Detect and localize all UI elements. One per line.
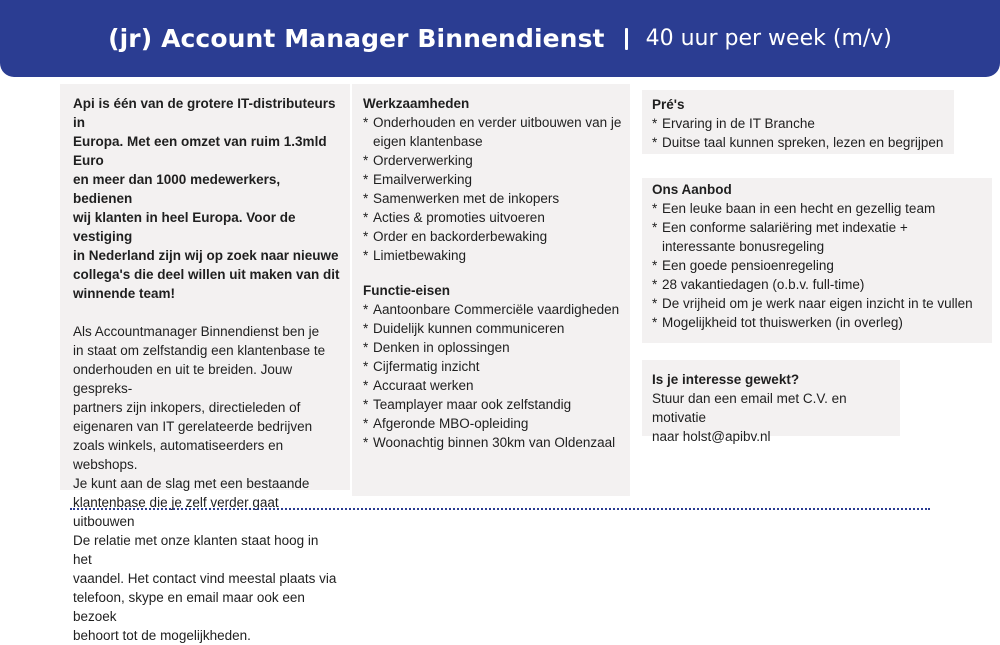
job-hours: 40 uur per week (m/v) <box>645 26 892 51</box>
list-item-text: * Acties & promoties uitvoeren <box>373 210 545 225</box>
intro-body-line: zoals winkels, automatiseerders en webshops. <box>73 438 284 472</box>
list-item <box>652 199 992 218</box>
requirements-panel <box>352 84 630 496</box>
werkzaamheden-heading: Werkzaamheden <box>363 96 470 111</box>
list-item: * Duitse taal kunnen spreken, lezen en begrijpen <box>652 133 954 152</box>
list-item <box>363 170 624 189</box>
list-item: * Accuraat werken <box>363 376 624 395</box>
aanbod-heading: Ons Aanbod <box>652 182 732 197</box>
functie-eisen-heading: Functie-eisen <box>363 283 451 298</box>
list-item-text: * Orderverwerking <box>373 153 473 168</box>
list-item <box>363 208 624 227</box>
interesse-heading: Is je interesse gewekt? <box>652 372 800 387</box>
list-item: * Teamplayer maar ook zelfstandig <box>363 395 624 414</box>
list-item <box>363 246 624 265</box>
list-item-text: * 28 vakantiedagen (o.b.v. full-time) <box>662 277 865 292</box>
intro-bold-line: winnende team! <box>73 286 176 301</box>
intro-bold-line: Api is één van de grotere IT-distributeurs in <box>73 96 336 130</box>
job-title: (jr) Account Manager Binnendienst <box>108 24 605 53</box>
intro-body-text <box>73 322 340 645</box>
intro-body-line: partners zijn inkopers, directieleden of <box>73 400 301 415</box>
list-item-text: eigen klantenbase <box>373 134 483 149</box>
intro-bold-line: collega's die deel willen uit maken van dit <box>73 267 340 282</box>
list-item: * Woonachtig binnen 30km van Oldenzaal <box>363 433 624 452</box>
list-item-text: * De vrijheid om je werk naar eigen inzicht in te vullen <box>662 296 973 311</box>
list-item-text: interessante bonusregeling <box>662 239 825 254</box>
offer-panel <box>642 178 992 343</box>
list-item-text: * Een leuke baan in een hecht en gezellig team <box>662 201 936 216</box>
list-item: * Duidelijk kunnen communiceren <box>363 319 624 338</box>
pres-list <box>652 114 954 152</box>
list-item <box>652 294 992 313</box>
list-item-text: * Een goede pensioenregeling <box>662 258 834 273</box>
header-banner <box>0 0 1000 77</box>
intro-body-line: De relatie met onze klanten staat hoog in het <box>73 533 319 567</box>
intro-body-line: Je kunt aan de slag met een bestaande <box>73 476 310 491</box>
intro-body-line: Als Accountmanager Binnendienst ben je <box>73 324 320 339</box>
intro-bold-line: in Nederland zijn wij op zoek naar nieuwe <box>73 248 339 263</box>
list-item: * Denken in oplossingen <box>363 338 624 357</box>
list-item <box>652 218 992 256</box>
intro-body-line: eigenaren van IT gerelateerde bedrijven <box>73 419 313 434</box>
list-item-text: * Samenwerken met de inkopers <box>373 191 560 206</box>
list-item-text: * Emailverwerking <box>373 172 473 187</box>
title-separator <box>625 28 628 50</box>
list-item: * Afgeronde MBO-opleiding <box>363 414 624 433</box>
list-item <box>652 275 992 294</box>
pres-panel <box>642 90 954 154</box>
aanbod-list <box>652 199 992 332</box>
list-item <box>652 256 992 275</box>
list-item <box>363 151 624 170</box>
list-item <box>652 313 992 332</box>
intro-body-line: telefoon, skype en email maar ook een bezoek <box>73 590 305 624</box>
list-item <box>363 113 624 151</box>
intro-bold-text <box>73 94 340 303</box>
intro-bold-line: en meer dan 1000 medewerkers, bedienen <box>73 172 281 206</box>
intro-bold-line: Europa. Met een omzet van ruim 1.3mld Euro <box>73 134 327 168</box>
intro-body-line: onderhouden en uit te breiden. Jouw gespreks- <box>73 362 293 396</box>
dotted-divider <box>70 508 930 510</box>
intro-body-line: vaandel. Het contact vind meestal plaats via <box>73 571 337 586</box>
list-item-text: * Limietbewaking <box>373 248 467 263</box>
list-item-text: * Een conforme salariëring met indexatie + <box>662 220 908 235</box>
interesse-text <box>652 389 900 446</box>
contact-email-line: naar holst@apibv.nl <box>652 429 771 444</box>
intro-bold-line: wij klanten in heel Europa. Voor de vestiging <box>73 210 296 244</box>
list-item <box>363 189 624 208</box>
intro-panel <box>60 84 350 643</box>
list-item: * Cijfermatig inzicht <box>363 357 624 376</box>
pres-heading: Pré's <box>652 97 685 112</box>
werkzaamheden-list <box>363 113 624 265</box>
interest-panel <box>642 360 900 444</box>
intro-body-line: in staat om zelfstandig een klantenbase te <box>73 343 326 358</box>
list-item: * Aantoonbare Commerciële vaardigheden <box>363 300 624 319</box>
list-item <box>363 227 624 246</box>
interesse-line: Stuur dan een email met C.V. en motivatie <box>652 391 847 425</box>
list-item-text: * Onderhouden en verder uitbouwen van je <box>373 115 622 130</box>
functie-eisen-list <box>363 300 624 452</box>
list-item-text: * Mogelijkheid tot thuiswerken (in overleg) <box>662 315 903 330</box>
list-item-text: * Order en backorderbewaking <box>373 229 548 244</box>
list-item: * Ervaring in de IT Branche <box>652 114 954 133</box>
intro-body-line: klantenbase die je zelf verder gaat uitbouwen <box>73 495 279 529</box>
intro-body-line: behoort tot de mogelijkheden. <box>73 628 251 643</box>
